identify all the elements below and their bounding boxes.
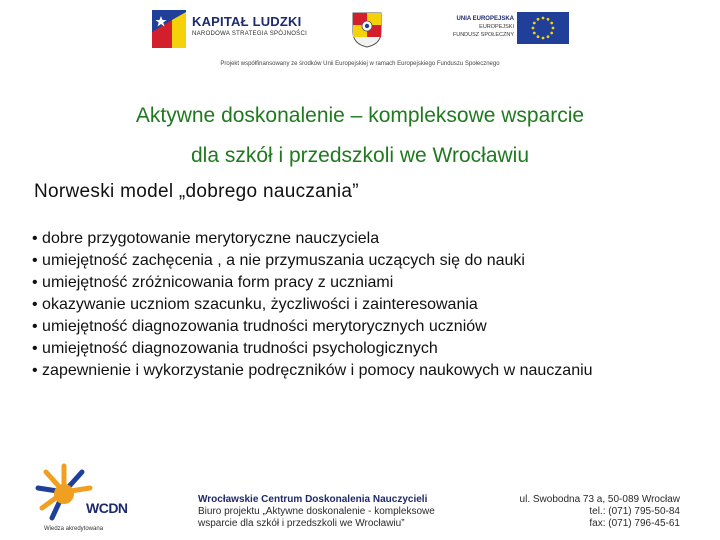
list-item: • umiejętność zachęcenia , a nie przymuszania uczących się do nauki (32, 252, 525, 269)
eu-fund-label-1: EUROPEJSKI (479, 24, 514, 30)
wcdn-logo (30, 462, 142, 536)
page-title (0, 96, 720, 176)
phone: tel.: (071) 795-50-84 (589, 506, 680, 517)
kapital-ludzki-subtitle: NARODOWA STRATEGIA SPÓJNOŚCI (192, 31, 308, 37)
eu-logo (450, 12, 570, 48)
footer-contact (502, 494, 680, 530)
page-title-line-1: Aktywne doskonalenie – kompleksowe wsparcie (135, 104, 585, 127)
eu-flag-icon (517, 12, 569, 44)
wcdn-tagline: Wiedza akredytowana (44, 526, 104, 532)
eu-fund-label-2: FUNDUSZ SPOŁECZNY (452, 32, 514, 38)
page-title-line-2: dla szkół i przedszkoli we Wrocławiu (190, 144, 530, 167)
sun-icon (30, 462, 100, 526)
project-office-line-2: wsparcie dla szkół i przedszkoli we Wrocławiu” (198, 518, 405, 529)
list-item: • umiejętność zróżnicowania form pracy z uczniami (32, 274, 394, 291)
list-item: • dobre przygotowanie merytoryczne nauczyciela (32, 230, 380, 247)
kapital-ludzki-emblem-icon (152, 10, 186, 48)
list-item: • okazywanie uczniom szacunku, życzliwości i zainteresowania (32, 296, 478, 313)
kapital-ludzki-title: KAPITAŁ LUDZKI (192, 14, 302, 29)
organisation-name: Wrocławskie Centrum Doskonalenia Nauczycieli (198, 494, 428, 505)
bullet-list (32, 228, 672, 382)
address: ul. Swobodna 73 a, 50-089 Wrocław (519, 494, 680, 505)
footer-organisation (198, 494, 435, 530)
section-heading: Norweski model „dobrego nauczania” (34, 181, 359, 202)
cofunding-note: Projekt współfinansowany ze środków Unii Europejskiej w ramach Europejskiego Funduszu Społecznego (220, 61, 500, 67)
wcdn-logo-text: WCDN (86, 500, 128, 516)
list-item: • umiejętność diagnozowania trudności merytorycznych uczniów (32, 318, 487, 335)
coat-of-arms-icon (352, 12, 382, 48)
eu-label: UNIA EUROPEJSKA (456, 16, 514, 22)
kapital-ludzki-logo (150, 8, 310, 52)
list-item: • zapewnienie i wykorzystanie podręczników i pomocy naukowych w nauczaniu (32, 362, 593, 379)
list-item: • umiejętność diagnozowania trudności psychologicznych (32, 340, 438, 357)
project-office-line-1: Biuro projektu „Aktywne doskonalenie - kompleksowe (198, 506, 435, 517)
fax: fax: (071) 796-45-61 (589, 518, 680, 529)
